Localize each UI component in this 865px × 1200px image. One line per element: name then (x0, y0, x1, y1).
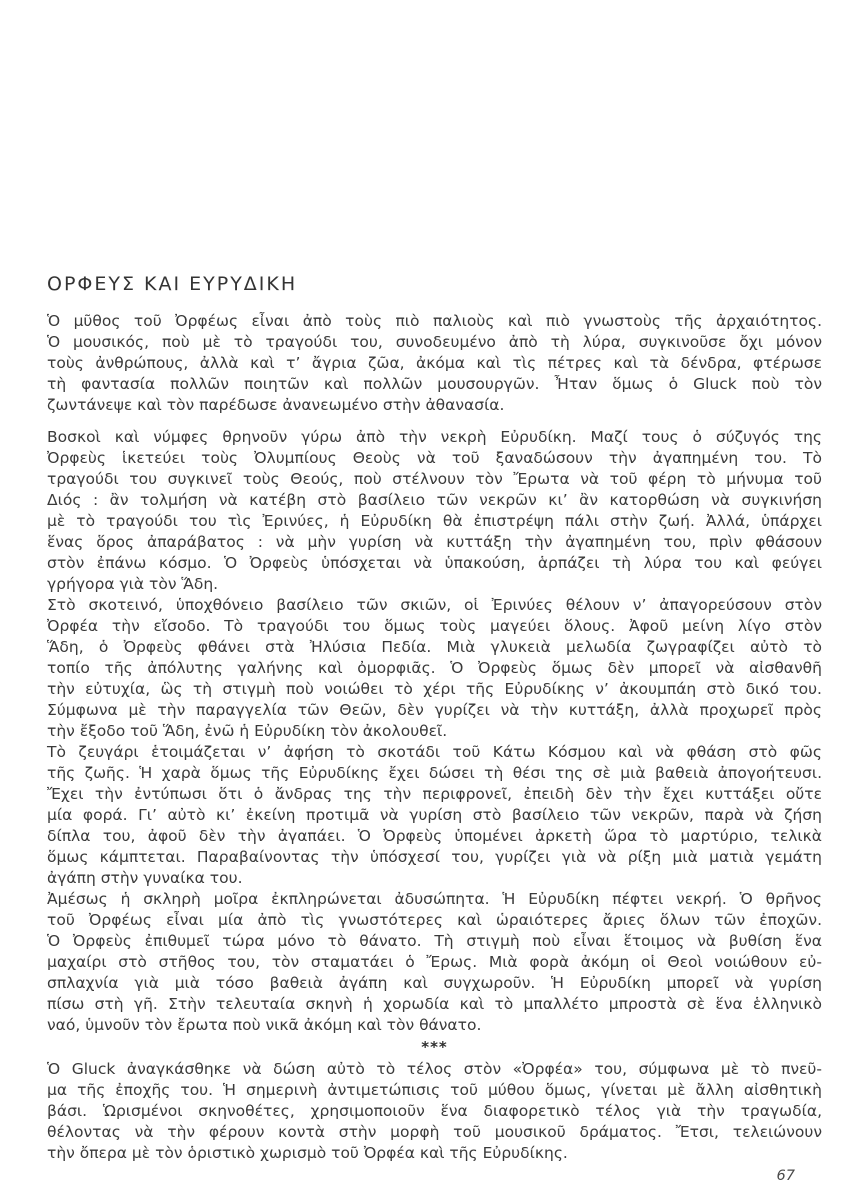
text-line: τοῦ Ὀρφέως εἶναι μία ἀπὸ τὶς γνωστότερες καὶ ὡραιότερες ἄριες ὅλων τῶν ἐποχῶν. (47, 911, 822, 929)
text-line: Ὁ μουσικός, ποὺ μὲ τὸ τραγούδι του, συνοδευμένο ἀπὸ τὴ λύρα, συγκινοῦσε ὄχι μόνον (47, 333, 822, 351)
text-line: ζωντάνεψε καὶ τὸν παρέδωσε ἀνανεωμένο στὴν ἀθανασία. (47, 396, 505, 414)
text-line: Βοσκοὶ καὶ νύμφες θρηνοῦν γύρω ἀπὸ τὴν νεκρὴ Εὐρυδίκη. Μαζί τους ὁ σύζυγός της (47, 428, 822, 446)
text-line: τοπίο τῆς ἀπόλυτης γαλήνης καὶ ὀμορφιᾶς. Ὁ Ὀρφεὺς ὅμως δὲν μπορεῖ νὰ αἰσθανθῆ (47, 659, 822, 677)
text-line: ὅμως κάμπτεται. Παραβαίνοντας τὴν ὑπόσχεσί του, γυρίζει γιὰ νὰ ρίξη μιὰ ματιὰ γεμάτη (47, 848, 822, 866)
text-line: μαχαίρι στὸ στῆθος του, τὸν σταματάει ὁ Ἔρως. Μιὰ φορὰ ἀκόμη οἱ Θεοὶ νοιώθουν εὐ- (47, 953, 822, 971)
text-line: Ἀμέσως ἡ σκληρὴ μοῖρα ἐκπληρώνεται ἀδυσώπητα. Ἡ Εὐρυδίκη πέφτει νεκρή. Ὁ θρῆνος (47, 890, 822, 908)
text-line: βάσι. Ὡρισμένοι σκηνοθέτες, χρησιμοποιοῦν ἕνα διαφορετικὸ τέλος γιὰ τὴν τραγωδία, (47, 1102, 822, 1120)
paragraph (47, 311, 822, 416)
text-line: Ὀρφεὺς ἱκετεύει τοὺς Ὀλυμπίους Θεοὺς νὰ τοῦ ξαναδώσουν τὴν ἀγαπημένη του. Τὸ (47, 449, 822, 467)
text-line: τραγούδι του συγκινεῖ τοὺς Θεούς, ποὺ στέλνουν τὸν Ἔρωτα νὰ τοῦ φέρη τὸ μήνυμα τοῦ (47, 470, 822, 488)
text-line: θέλοντας νὰ τὴν φέρουν κοντὰ στὴν μορφὴ τοῦ μουσικοῦ δράματος. Ἔτσι, τελειώνουν (47, 1123, 822, 1141)
text-line: τοὺς ἀνθρώπους, ἀλλὰ καὶ τ’ ἄγρια ζῶα, ἀκόμα καὶ τὶς πέτρες καὶ τὰ δένδρα, φτέρωσε (47, 354, 822, 372)
section-separator: *** (421, 1038, 448, 1056)
paragraph (47, 427, 822, 595)
text-line: Διός : ἂν τολμήση νὰ κατέβη στὸ βασίλειο τῶν νεκρῶν κι’ ἂν κατορθώση νὰ συγκινήση (47, 491, 822, 509)
page-title: ΟΡΦΕΥΣ ΚΑΙ ΕΥΡΥΔΙΚΗ (47, 273, 298, 295)
text-line: στὸν ἐπάνω κόσμο. Ὁ Ὀρφεὺς ὑπόσχεται νὰ ὑπακούση, ἁρπάζει τὴ λύρα του καὶ φεύγει (47, 554, 822, 572)
text-line: τῆς ζωῆς. Ἡ χαρὰ ὅμως τῆς Εὐρυδίκης ἔχει δώσει τὴ θέσι της σὲ μιὰ βαθειὰ ἀπογοήτευσι. (47, 764, 822, 782)
paragraph (47, 1059, 822, 1164)
text-line: ἕνας ὅρος ἀπαράβατος : νὰ μὴν γυρίση νὰ κυττάξη τὴν ἀγαπημένη του, πρὶν φθάσουν (47, 533, 822, 551)
text-line: τὴν εὐτυχία, ὣς τὴ στιγμὴ ποὺ νοιώθει τὸ χέρι τῆς Εὐρυδίκης ν’ ἀκουμπάη στὸ δικό του. (47, 680, 822, 698)
paragraph (47, 889, 822, 1036)
text-line: Ὁ μῦθος τοῦ Ὀρφέως εἶναι ἀπὸ τοὺς πιὸ παλιοὺς καὶ πιὸ γνωστοὺς τῆς ἀρχαιότητος. (47, 312, 822, 330)
text-line: τὴν ὄπερα μὲ τὸν ὁριστικὸ χωρισμὸ τοῦ Ὀρφέα καὶ τῆς Εὐρυδίκης. (47, 1144, 568, 1162)
text-line: γρήγορα γιὰ τὸν Ἅδη. (47, 575, 219, 593)
text-line: Σύμφωνα μὲ τὴν παραγγελία τῶν Θεῶν, δὲν γυρίζει νὰ τὴν κυττάξη, ἀλλὰ προχωρεῖ πρὸς (47, 701, 822, 719)
paragraph (47, 595, 822, 742)
text-line: Ὁ Ὀρφεὺς ἐπιθυμεῖ τώρα μόνο τὸ θάνατο. Τὴ στιγμὴ ποὺ εἶναι ἕτοιμος νὰ βυθίση ἕνα (47, 932, 822, 950)
paragraph (47, 742, 822, 889)
text-line: ἀγάπη στὴν γυναίκα του. (47, 869, 243, 887)
text-line: δίπλα του, ἀφοῦ δὲν τὴν ἀγαπάει. Ὁ Ὀρφεὺς ὑπομένει ἀρκετὴ ὥρα τὸ μαρτύριο, τελικὰ (47, 827, 822, 845)
text-line: Ὀρφέα τὴν εἴσοδο. Τὸ τραγούδι του ὅμως τοὺς μαγεύει ὅλους. Ἀφοῦ μείνη λίγο στὸν (47, 617, 822, 635)
text-line: Ἔχει τὴν ἐντύπωσι ὅτι ὁ ἄνδρας της τὴν περιφρονεῖ, ἐπειδὴ δὲν τὴν ἔχει κυττάξει οὔτε (47, 785, 822, 803)
text-line: μία φορά. Γι’ αὐτὸ κι’ ἐκείνη προτιμᾶ νὰ γυρίση στὸ βασίλειο τῶν νεκρῶν, παρὰ νὰ ζήση (47, 806, 822, 824)
text-line: Στὸ σκοτεινό, ὑποχθόνειο βασίλειο τῶν σκιῶν, οἱ Ἐρινύες θέλουν ν’ ἀπαγορεύσουν στὸν (47, 596, 822, 614)
text-line: τὴ φαντασία πολλῶν ποιητῶν καὶ πολλῶν μουσουργῶν. Ἦταν ὅμως ὁ Gluck ποὺ τὸν (47, 375, 822, 393)
page-number: 67 (776, 1168, 795, 1184)
text-line: ναό, ὑμνοῦν τὸν ἔρωτα ποὺ νικᾶ ἀκόμη καὶ τὸν θάνατο. (47, 1016, 482, 1034)
text-line: μὲ τὸ τραγούδι του τὶς Ἐρινύες, ἡ Εὐρυδίκη θὰ ἐπιστρέψη πάλι στὴν ζωή. Ἀλλά, ὑπάρχει (47, 512, 822, 530)
text-line: Τὸ ζευγάρι ἑτοιμάζεται ν’ ἀφήση τὸ σκοτάδι τοῦ Κάτω Κόσμου καὶ νὰ φθάση στὸ φῶς (47, 743, 822, 761)
text-line: τὴν ἔξοδο τοῦ Ἅδη, ἐνῶ ἡ Εὐρυδίκη τὸν ἀκολουθεῖ. (47, 722, 448, 740)
document-content (47, 273, 822, 1184)
text-line: πίσω στὴ γῆ. Στὴν τελευταία σκηνὴ ἡ χορωδία καὶ τὸ μπαλλέτο μπροστὰ σὲ ἕνα ἑλληνικὸ (47, 995, 822, 1013)
document-body (47, 311, 822, 1164)
text-line: Ἅδη, ὁ Ὀρφεὺς φθάνει στὰ Ἠλύσια Πεδία. Μιὰ γλυκειὰ μελωδία ζωγραφίζει αὐτὸ τὸ (47, 638, 822, 656)
text-line: σπλαχνία γιὰ μιὰ τόσο βαθειὰ ἀγάπη καὶ συγχωροῦν. Ἡ Εὐρυδίκη μπορεῖ νὰ γυρίση (47, 974, 822, 992)
text-line: Ὁ Gluck ἀναγκάσθηκε νὰ δώση αὐτὸ τὸ τέλος στὸν «Ὀρφέα» του, σύμφωνα μὲ τὸ πνεῦ- (47, 1060, 822, 1078)
text-line: μα τῆς ἐποχῆς του. Ἡ σημερινὴ ἀντιμετώπισις τοῦ μύθου ὅμως, γίνεται μὲ ἄλλη αἰσθητικὴ (47, 1081, 822, 1099)
